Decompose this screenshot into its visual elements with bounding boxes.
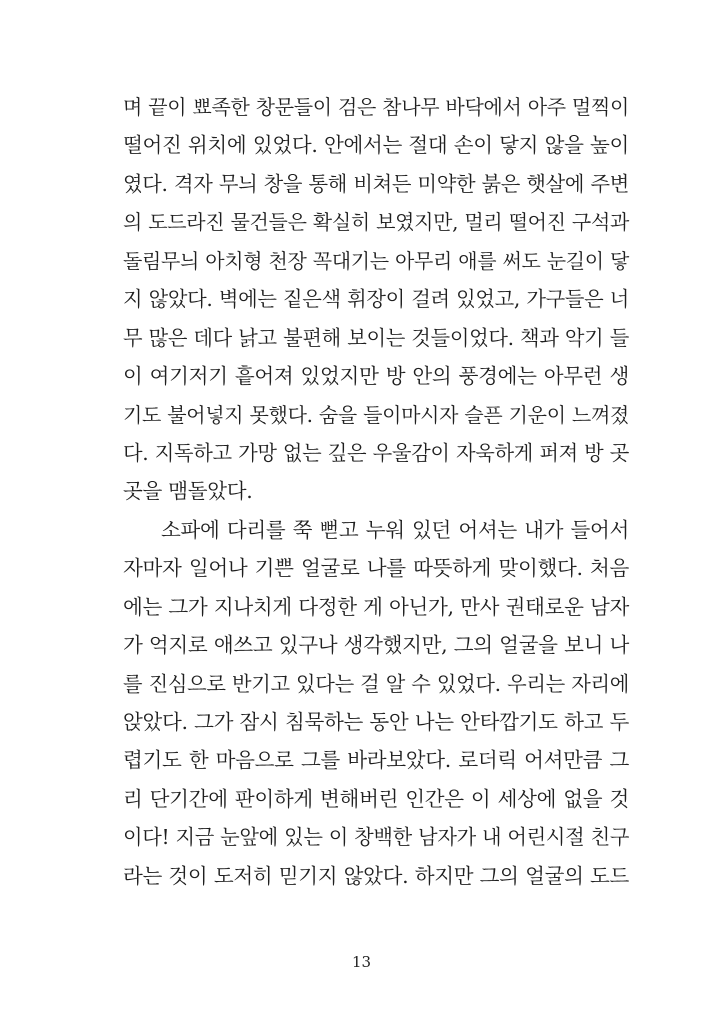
text-line: 가 억지로 애쓰고 있구나 생각했지만, 그의 얼굴을 보니 나 bbox=[123, 633, 629, 658]
text-line: 리 단기간에 판이하게 변해버린 인간은 이 세상에 없을 것 bbox=[123, 786, 629, 811]
text-line: 의 도드라진 물건들은 확실히 보였지만, 멀리 떨어진 구석과 bbox=[123, 210, 629, 235]
text-line: 를 진심으로 반기고 있다는 걸 알 수 있었다. 우리는 자리에 bbox=[123, 671, 629, 696]
text-line-paragraph-end: 곳을 맴돌았다. bbox=[123, 479, 253, 504]
text-line: 이다! 지금 눈앞에 있는 이 창백한 남자가 내 어린시절 친구 bbox=[123, 825, 630, 850]
text-line: 라는 것이 도저히 믿기지 않았다. 하지만 그의 얼굴의 도드 bbox=[123, 863, 629, 888]
body-text bbox=[123, 88, 629, 895]
text-line: 이 여기저기 흩어져 있었지만 방 안의 풍경에는 아무런 생 bbox=[123, 364, 629, 389]
text-line: 기도 불어넣지 못했다. 숨을 들이마시자 슬픈 기운이 느껴졌 bbox=[123, 402, 629, 427]
text-line: 돌림무늬 아치형 천장 꼭대기는 아무리 애를 써도 눈길이 닿 bbox=[123, 248, 629, 273]
text-line: 렵기도 한 마음으로 그를 바라보았다. 로더릭 어셔만큼 그 bbox=[123, 748, 629, 773]
text-line: 자마자 일어나 기쁜 얼굴로 나를 따뜻하게 맞이했다. 처음 bbox=[123, 556, 629, 581]
text-line-paragraph-start: 소파에 다리를 쭉 뻗고 누워 있던 어셔는 내가 들어서 bbox=[161, 517, 629, 542]
text-line: 다. 지독하고 가망 없는 깊은 우울감이 자욱하게 퍼져 방 곳 bbox=[123, 440, 629, 465]
text-line: 에는 그가 지나치게 다정한 게 아닌가, 만사 권태로운 남자 bbox=[123, 594, 629, 619]
text-line: 떨어진 위치에 있었다. 안에서는 절대 손이 닿지 않을 높이 bbox=[123, 133, 629, 158]
text-line: 무 많은 데다 낡고 불편해 보이는 것들이었다. 책과 악기 들 bbox=[123, 325, 629, 350]
text-line: 였다. 격자 무늬 창을 통해 비쳐든 미약한 붉은 햇살에 주변 bbox=[123, 171, 629, 196]
text-line: 며 끝이 뾰족한 창문들이 검은 참나무 바닥에서 아주 멀찍이 bbox=[123, 95, 629, 119]
text-line: 지 않았다. 벽에는 짙은색 휘장이 걸려 있었고, 가구들은 너 bbox=[123, 287, 629, 312]
page-number: 13 bbox=[351, 953, 372, 971]
text-line: 앉았다. 그가 잠시 침묵하는 동안 나는 안타깝기도 하고 두 bbox=[123, 710, 629, 734]
